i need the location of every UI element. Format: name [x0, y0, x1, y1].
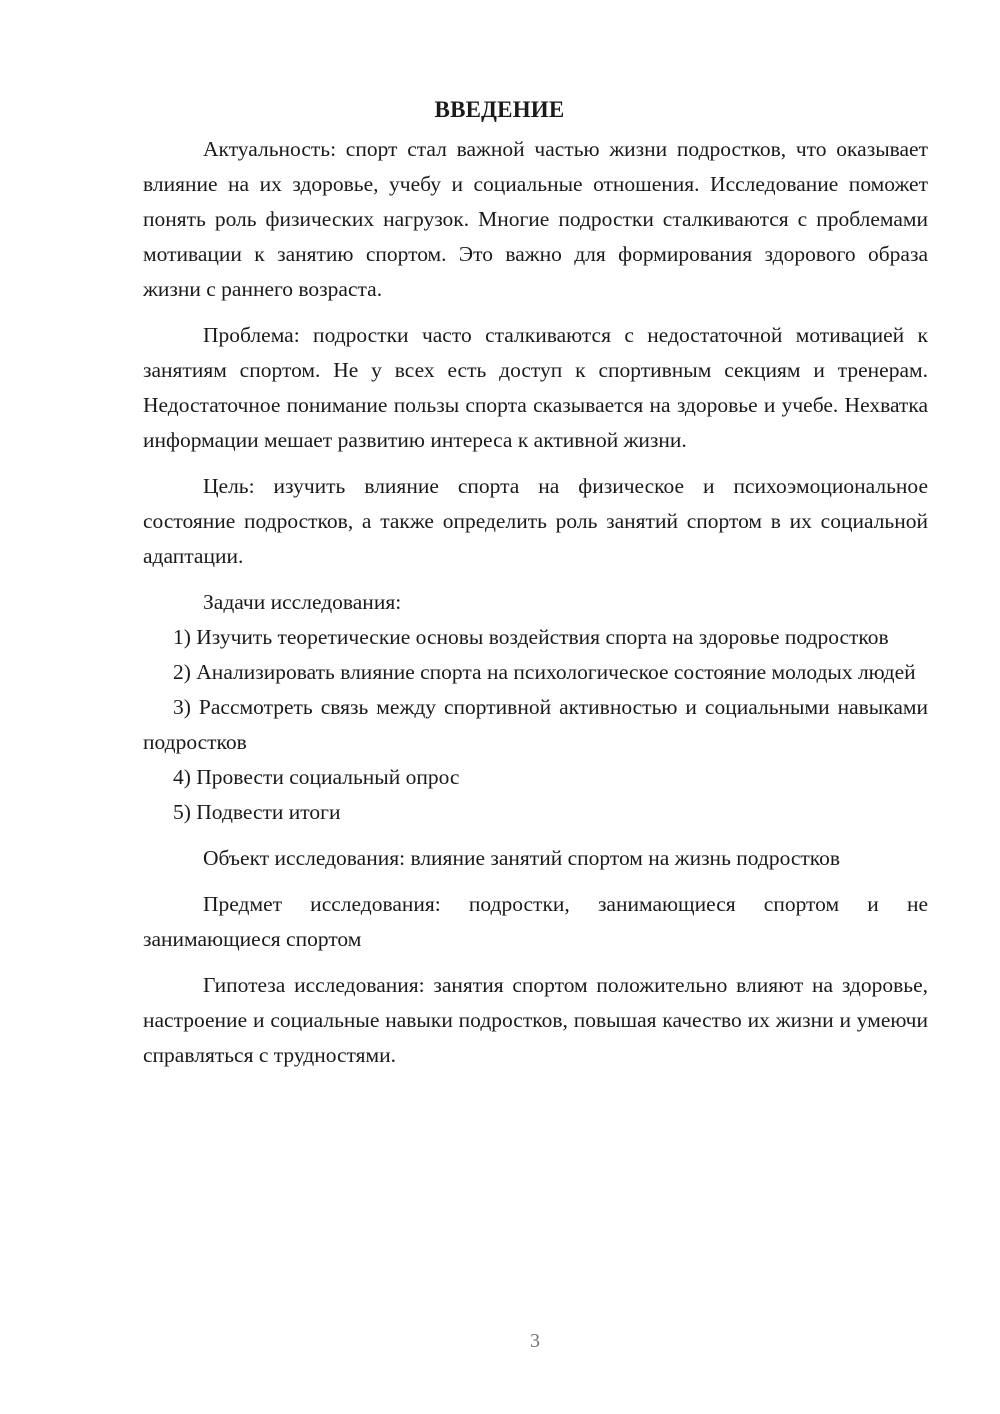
- relevance-paragraph: Актуальность: спорт стал важной частью жизни подростков, что оказывает влияние на их здоровье, учебу и социальные отношения. Исследование поможет понять роль физических нагрузок. Многие подростки сталкиваются с проблемами мотивации к занятию спортом. Это важно для формирования здорового образа жизни с раннего возраста.: [143, 137, 928, 301]
- hypothesis-paragraph: Гипотеза исследования: занятия спортом положительно влияют на здоровье, настроение и социальные навыки подростков, повышая качество их жизни и умеючи справляться с трудностями.: [143, 973, 928, 1067]
- document-page: [143, 88, 928, 1073]
- object-paragraph: Объект исследования: влияние занятий спортом на жизнь подростков: [203, 846, 841, 870]
- list-item: 4) Провести социальный опрос: [173, 765, 460, 789]
- list-item: 5) Подвести итоги: [173, 800, 341, 824]
- page-number: 3: [530, 1330, 540, 1352]
- subject-paragraph: Предмет исследования: подростки, занимающиеся спортом и не занимающиеся спортом: [143, 892, 928, 951]
- tasks-list: [143, 620, 928, 830]
- list-item: 2) Анализировать влияние спорта на психологическое состояние молодых людей: [173, 660, 916, 684]
- list-item: 1) Изучить теоретические основы воздействия спорта на здоровье подростков: [173, 625, 889, 649]
- page-title: ВВЕДЕНИЕ: [434, 97, 565, 122]
- list-item: 3) Рассмотреть связь между спортивной активностью и социальными навыками подростков: [143, 695, 928, 754]
- tasks-heading: Задачи исследования:: [203, 590, 402, 614]
- problem-paragraph: Проблема: подростки часто сталкиваются с недостаточной мотивацией к занятиям спортом. Не у всех есть доступ к спортивным секциям и тренерам. Недостаточное понимание пользы спорта сказывается на здоровье и учебе. Нехватка информации мешает развитию интереса к активной жизни.: [143, 323, 928, 452]
- goal-paragraph: Цель: изучить влияние спорта на физическое и психоэмоциональное состояние подростков, а также определить роль занятий спортом в их социальной адаптации.: [143, 474, 928, 568]
